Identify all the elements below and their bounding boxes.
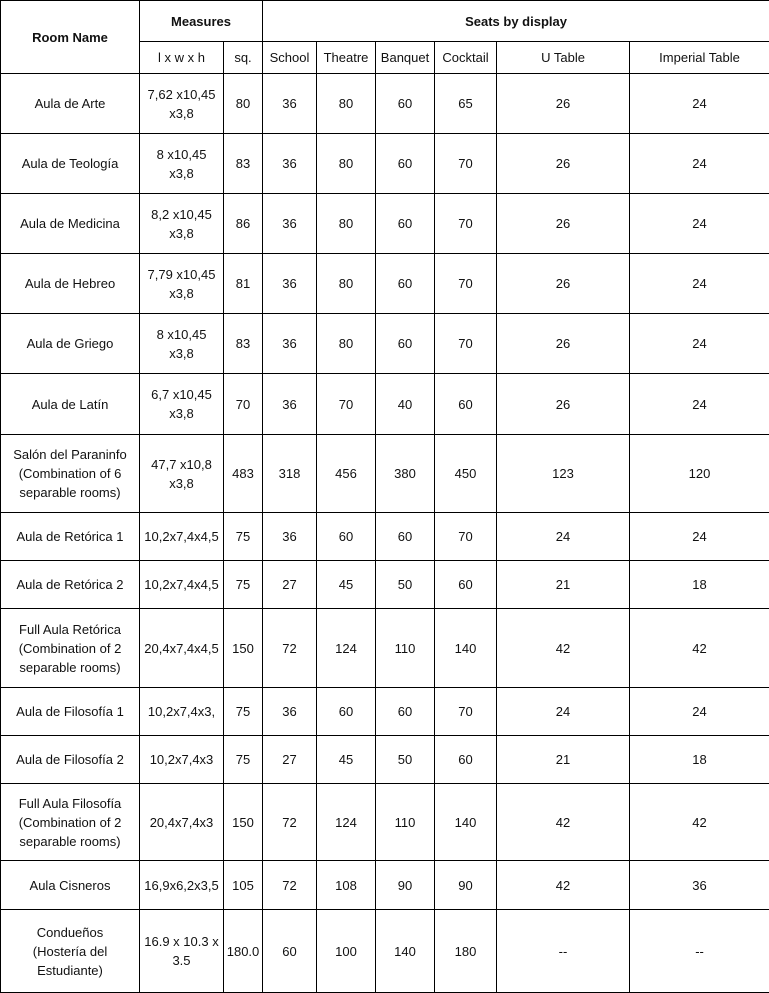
u-table-cell: 123 [497, 435, 630, 513]
room-name-cell [1, 513, 140, 561]
header-measures: Measures [140, 1, 263, 42]
u-table-cell: 26 [497, 134, 630, 194]
table-row [1, 609, 769, 688]
u-table-cell: 21 [497, 561, 630, 609]
u-table-cell: 26 [497, 314, 630, 374]
school-cell: 36 [263, 134, 317, 194]
u-table-cell: 26 [497, 74, 630, 134]
dimensions-line: 8 x10,45 [142, 325, 221, 344]
dimensions-line: 10,2x7,4x3 [142, 750, 221, 769]
theatre-cell: 80 [317, 74, 376, 134]
u-table-cell: 42 [497, 609, 630, 688]
dimensions-line: 6,7 x10,45 [142, 385, 221, 404]
banquet-cell: 140 [376, 910, 435, 993]
cocktail-cell: 140 [435, 609, 497, 688]
dimensions-cell [140, 254, 224, 314]
sq-cell: 75 [224, 736, 263, 784]
room-name-cell [1, 736, 140, 784]
room-name-line: Estudiante) [3, 961, 137, 980]
banquet-cell: 60 [376, 134, 435, 194]
school-cell: 27 [263, 561, 317, 609]
header-cocktail: Cocktail [435, 42, 497, 74]
school-cell: 36 [263, 254, 317, 314]
u-table-cell: 42 [497, 784, 630, 861]
imperial-table-cell: 24 [630, 74, 769, 134]
header-sq: sq. [224, 42, 263, 74]
theatre-cell: 70 [317, 374, 376, 435]
banquet-cell: 50 [376, 736, 435, 784]
school-cell: 36 [263, 194, 317, 254]
dimensions-cell [140, 861, 224, 910]
dimensions-cell [140, 194, 224, 254]
table-row [1, 561, 769, 609]
dimensions-cell [140, 134, 224, 194]
school-cell: 36 [263, 74, 317, 134]
u-table-cell: 26 [497, 374, 630, 435]
theatre-cell: 124 [317, 784, 376, 861]
dimensions-line: 7,79 x10,45 [142, 265, 221, 284]
header-theatre: Theatre [317, 42, 376, 74]
dimensions-cell [140, 609, 224, 688]
banquet-cell: 60 [376, 513, 435, 561]
u-table-cell: 21 [497, 736, 630, 784]
sq-cell: 81 [224, 254, 263, 314]
sq-cell: 70 [224, 374, 263, 435]
room-name-line: (Combination of 6 [3, 464, 137, 483]
room-name-cell [1, 314, 140, 374]
sq-cell: 75 [224, 561, 263, 609]
u-table-cell: 24 [497, 513, 630, 561]
room-name-line: separable rooms) [3, 658, 137, 677]
cocktail-cell: 70 [435, 513, 497, 561]
room-name-cell [1, 134, 140, 194]
sq-cell: 83 [224, 134, 263, 194]
dimensions-cell [140, 74, 224, 134]
cocktail-cell: 70 [435, 194, 497, 254]
cocktail-cell: 60 [435, 561, 497, 609]
cocktail-cell: 70 [435, 254, 497, 314]
room-name-cell [1, 194, 140, 254]
table-row [1, 374, 769, 435]
banquet-cell: 110 [376, 609, 435, 688]
room-name-cell [1, 784, 140, 861]
room-name-line: Aula de Arte [3, 94, 137, 113]
imperial-table-cell: 42 [630, 784, 769, 861]
table-row [1, 194, 769, 254]
room-name-line: Aula de Filosofía 1 [3, 702, 137, 721]
banquet-cell: 60 [376, 688, 435, 736]
imperial-table-cell: 24 [630, 254, 769, 314]
cocktail-cell: 70 [435, 314, 497, 374]
imperial-table-cell: 36 [630, 861, 769, 910]
dimensions-cell [140, 736, 224, 784]
theatre-cell: 45 [317, 736, 376, 784]
header-u-table: U Table [497, 42, 630, 74]
dimensions-cell [140, 513, 224, 561]
dimensions-line: 8 x10,45 [142, 145, 221, 164]
school-cell: 318 [263, 435, 317, 513]
banquet-cell: 50 [376, 561, 435, 609]
dimensions-line: 8,2 x10,45 [142, 205, 221, 224]
room-name-line: Aula de Filosofía 2 [3, 750, 137, 769]
school-cell: 72 [263, 861, 317, 910]
sq-cell: 105 [224, 861, 263, 910]
school-cell: 36 [263, 513, 317, 561]
room-name-cell [1, 254, 140, 314]
table-body [1, 74, 769, 993]
dimensions-cell [140, 314, 224, 374]
dimensions-line: 16.9 x 10.3 x [142, 932, 221, 951]
banquet-cell: 110 [376, 784, 435, 861]
room-name-cell [1, 609, 140, 688]
dimensions-line: x3,8 [142, 284, 221, 303]
imperial-table-cell: 18 [630, 736, 769, 784]
dimensions-line: 7,62 x10,45 [142, 85, 221, 104]
table-row [1, 254, 769, 314]
dimensions-cell [140, 435, 224, 513]
room-name-cell [1, 74, 140, 134]
dimensions-line: x3,8 [142, 404, 221, 423]
theatre-cell: 456 [317, 435, 376, 513]
room-name-cell [1, 435, 140, 513]
dimensions-line: x3,8 [142, 474, 221, 493]
imperial-table-cell: 24 [630, 194, 769, 254]
sq-cell: 483 [224, 435, 263, 513]
u-table-cell: 26 [497, 194, 630, 254]
sq-cell: 150 [224, 784, 263, 861]
imperial-table-cell: 18 [630, 561, 769, 609]
cocktail-cell: 140 [435, 784, 497, 861]
room-name-cell [1, 910, 140, 993]
imperial-table-cell: 42 [630, 609, 769, 688]
banquet-cell: 60 [376, 314, 435, 374]
school-cell: 36 [263, 688, 317, 736]
imperial-table-cell: 24 [630, 513, 769, 561]
school-cell: 60 [263, 910, 317, 993]
table-row [1, 74, 769, 134]
u-table-cell: 24 [497, 688, 630, 736]
room-name-line: Salón del Paraninfo [3, 445, 137, 464]
school-cell: 36 [263, 374, 317, 435]
room-name-line: Aula de Teología [3, 154, 137, 173]
header-imperial-table: Imperial Table [630, 42, 769, 74]
table-row [1, 910, 769, 993]
school-cell: 36 [263, 314, 317, 374]
room-name-line: (Hostería del [3, 942, 137, 961]
imperial-table-cell: 24 [630, 314, 769, 374]
cocktail-cell: 180 [435, 910, 497, 993]
imperial-table-cell: 24 [630, 374, 769, 435]
dimensions-line: x3,8 [142, 344, 221, 363]
dimensions-line: 10,2x7,4x3, [142, 702, 221, 721]
theatre-cell: 60 [317, 513, 376, 561]
banquet-cell: 60 [376, 74, 435, 134]
room-name-line: Aula de Griego [3, 334, 137, 353]
u-table-cell: 26 [497, 254, 630, 314]
room-name-line: (Combination of 2 [3, 639, 137, 658]
dimensions-line: x3,8 [142, 224, 221, 243]
sq-cell: 80 [224, 74, 263, 134]
banquet-cell: 380 [376, 435, 435, 513]
room-name-cell [1, 374, 140, 435]
sq-cell: 75 [224, 688, 263, 736]
dimensions-line: 10,2x7,4x4,5 [142, 575, 221, 594]
sq-cell: 83 [224, 314, 263, 374]
cocktail-cell: 60 [435, 736, 497, 784]
room-name-line: separable rooms) [3, 483, 137, 502]
room-name-line: Aula de Medicina [3, 214, 137, 233]
u-table-cell: -- [497, 910, 630, 993]
theatre-cell: 80 [317, 194, 376, 254]
room-name-line: Full Aula Retórica [3, 620, 137, 639]
dimensions-line: 16,9x6,2x3,5 [142, 876, 221, 895]
imperial-table-cell: -- [630, 910, 769, 993]
room-name-cell [1, 561, 140, 609]
sq-cell: 150 [224, 609, 263, 688]
dimensions-line: 10,2x7,4x4,5 [142, 527, 221, 546]
dimensions-line: 3.5 [142, 951, 221, 970]
header-banquet: Banquet [376, 42, 435, 74]
room-name-line: Aula de Latín [3, 395, 137, 414]
room-name-line: separable rooms) [3, 832, 137, 851]
sq-cell: 86 [224, 194, 263, 254]
u-table-cell: 42 [497, 861, 630, 910]
table-row [1, 736, 769, 784]
dimensions-cell [140, 784, 224, 861]
header-room-name: Room Name [1, 1, 140, 74]
school-cell: 27 [263, 736, 317, 784]
sq-cell: 180.0 [224, 910, 263, 993]
cocktail-cell: 90 [435, 861, 497, 910]
imperial-table-cell: 120 [630, 435, 769, 513]
cocktail-cell: 65 [435, 74, 497, 134]
table-row [1, 688, 769, 736]
table-row [1, 134, 769, 194]
school-cell: 72 [263, 609, 317, 688]
theatre-cell: 60 [317, 688, 376, 736]
table-row [1, 435, 769, 513]
room-name-line: (Combination of 2 [3, 813, 137, 832]
theatre-cell: 80 [317, 134, 376, 194]
dimensions-cell [140, 688, 224, 736]
room-name-line: Full Aula Filosofía [3, 794, 137, 813]
table-row [1, 861, 769, 910]
dimensions-cell [140, 910, 224, 993]
cocktail-cell: 450 [435, 435, 497, 513]
banquet-cell: 40 [376, 374, 435, 435]
room-name-cell [1, 688, 140, 736]
theatre-cell: 108 [317, 861, 376, 910]
dimensions-line: 20,4x7,4x4,5 [142, 639, 221, 658]
banquet-cell: 60 [376, 194, 435, 254]
theatre-cell: 80 [317, 254, 376, 314]
room-name-line: Aula de Hebreo [3, 274, 137, 293]
imperial-table-cell: 24 [630, 134, 769, 194]
room-name-cell [1, 861, 140, 910]
dimensions-line: 20,4x7,4x3 [142, 813, 221, 832]
header-school: School [263, 42, 317, 74]
theatre-cell: 80 [317, 314, 376, 374]
header-seats-by-display: Seats by display [263, 1, 769, 42]
room-name-line: Aula Cisneros [3, 876, 137, 895]
imperial-table-cell: 24 [630, 688, 769, 736]
dimensions-line: x3,8 [142, 164, 221, 183]
theatre-cell: 100 [317, 910, 376, 993]
cocktail-cell: 60 [435, 374, 497, 435]
school-cell: 72 [263, 784, 317, 861]
dimensions-line: x3,8 [142, 104, 221, 123]
cocktail-cell: 70 [435, 688, 497, 736]
dimensions-cell [140, 561, 224, 609]
banquet-cell: 90 [376, 861, 435, 910]
header-lwh: l x w x h [140, 42, 224, 74]
banquet-cell: 60 [376, 254, 435, 314]
room-name-line: Condueños [3, 923, 137, 942]
dimensions-line: 47,7 x10,8 [142, 455, 221, 474]
sq-cell: 75 [224, 513, 263, 561]
table-row [1, 513, 769, 561]
theatre-cell: 45 [317, 561, 376, 609]
cocktail-cell: 70 [435, 134, 497, 194]
theatre-cell: 124 [317, 609, 376, 688]
table-row [1, 784, 769, 861]
room-name-line: Aula de Retórica 2 [3, 575, 137, 594]
dimensions-cell [140, 374, 224, 435]
table-row [1, 314, 769, 374]
room-name-line: Aula de Retórica 1 [3, 527, 137, 546]
